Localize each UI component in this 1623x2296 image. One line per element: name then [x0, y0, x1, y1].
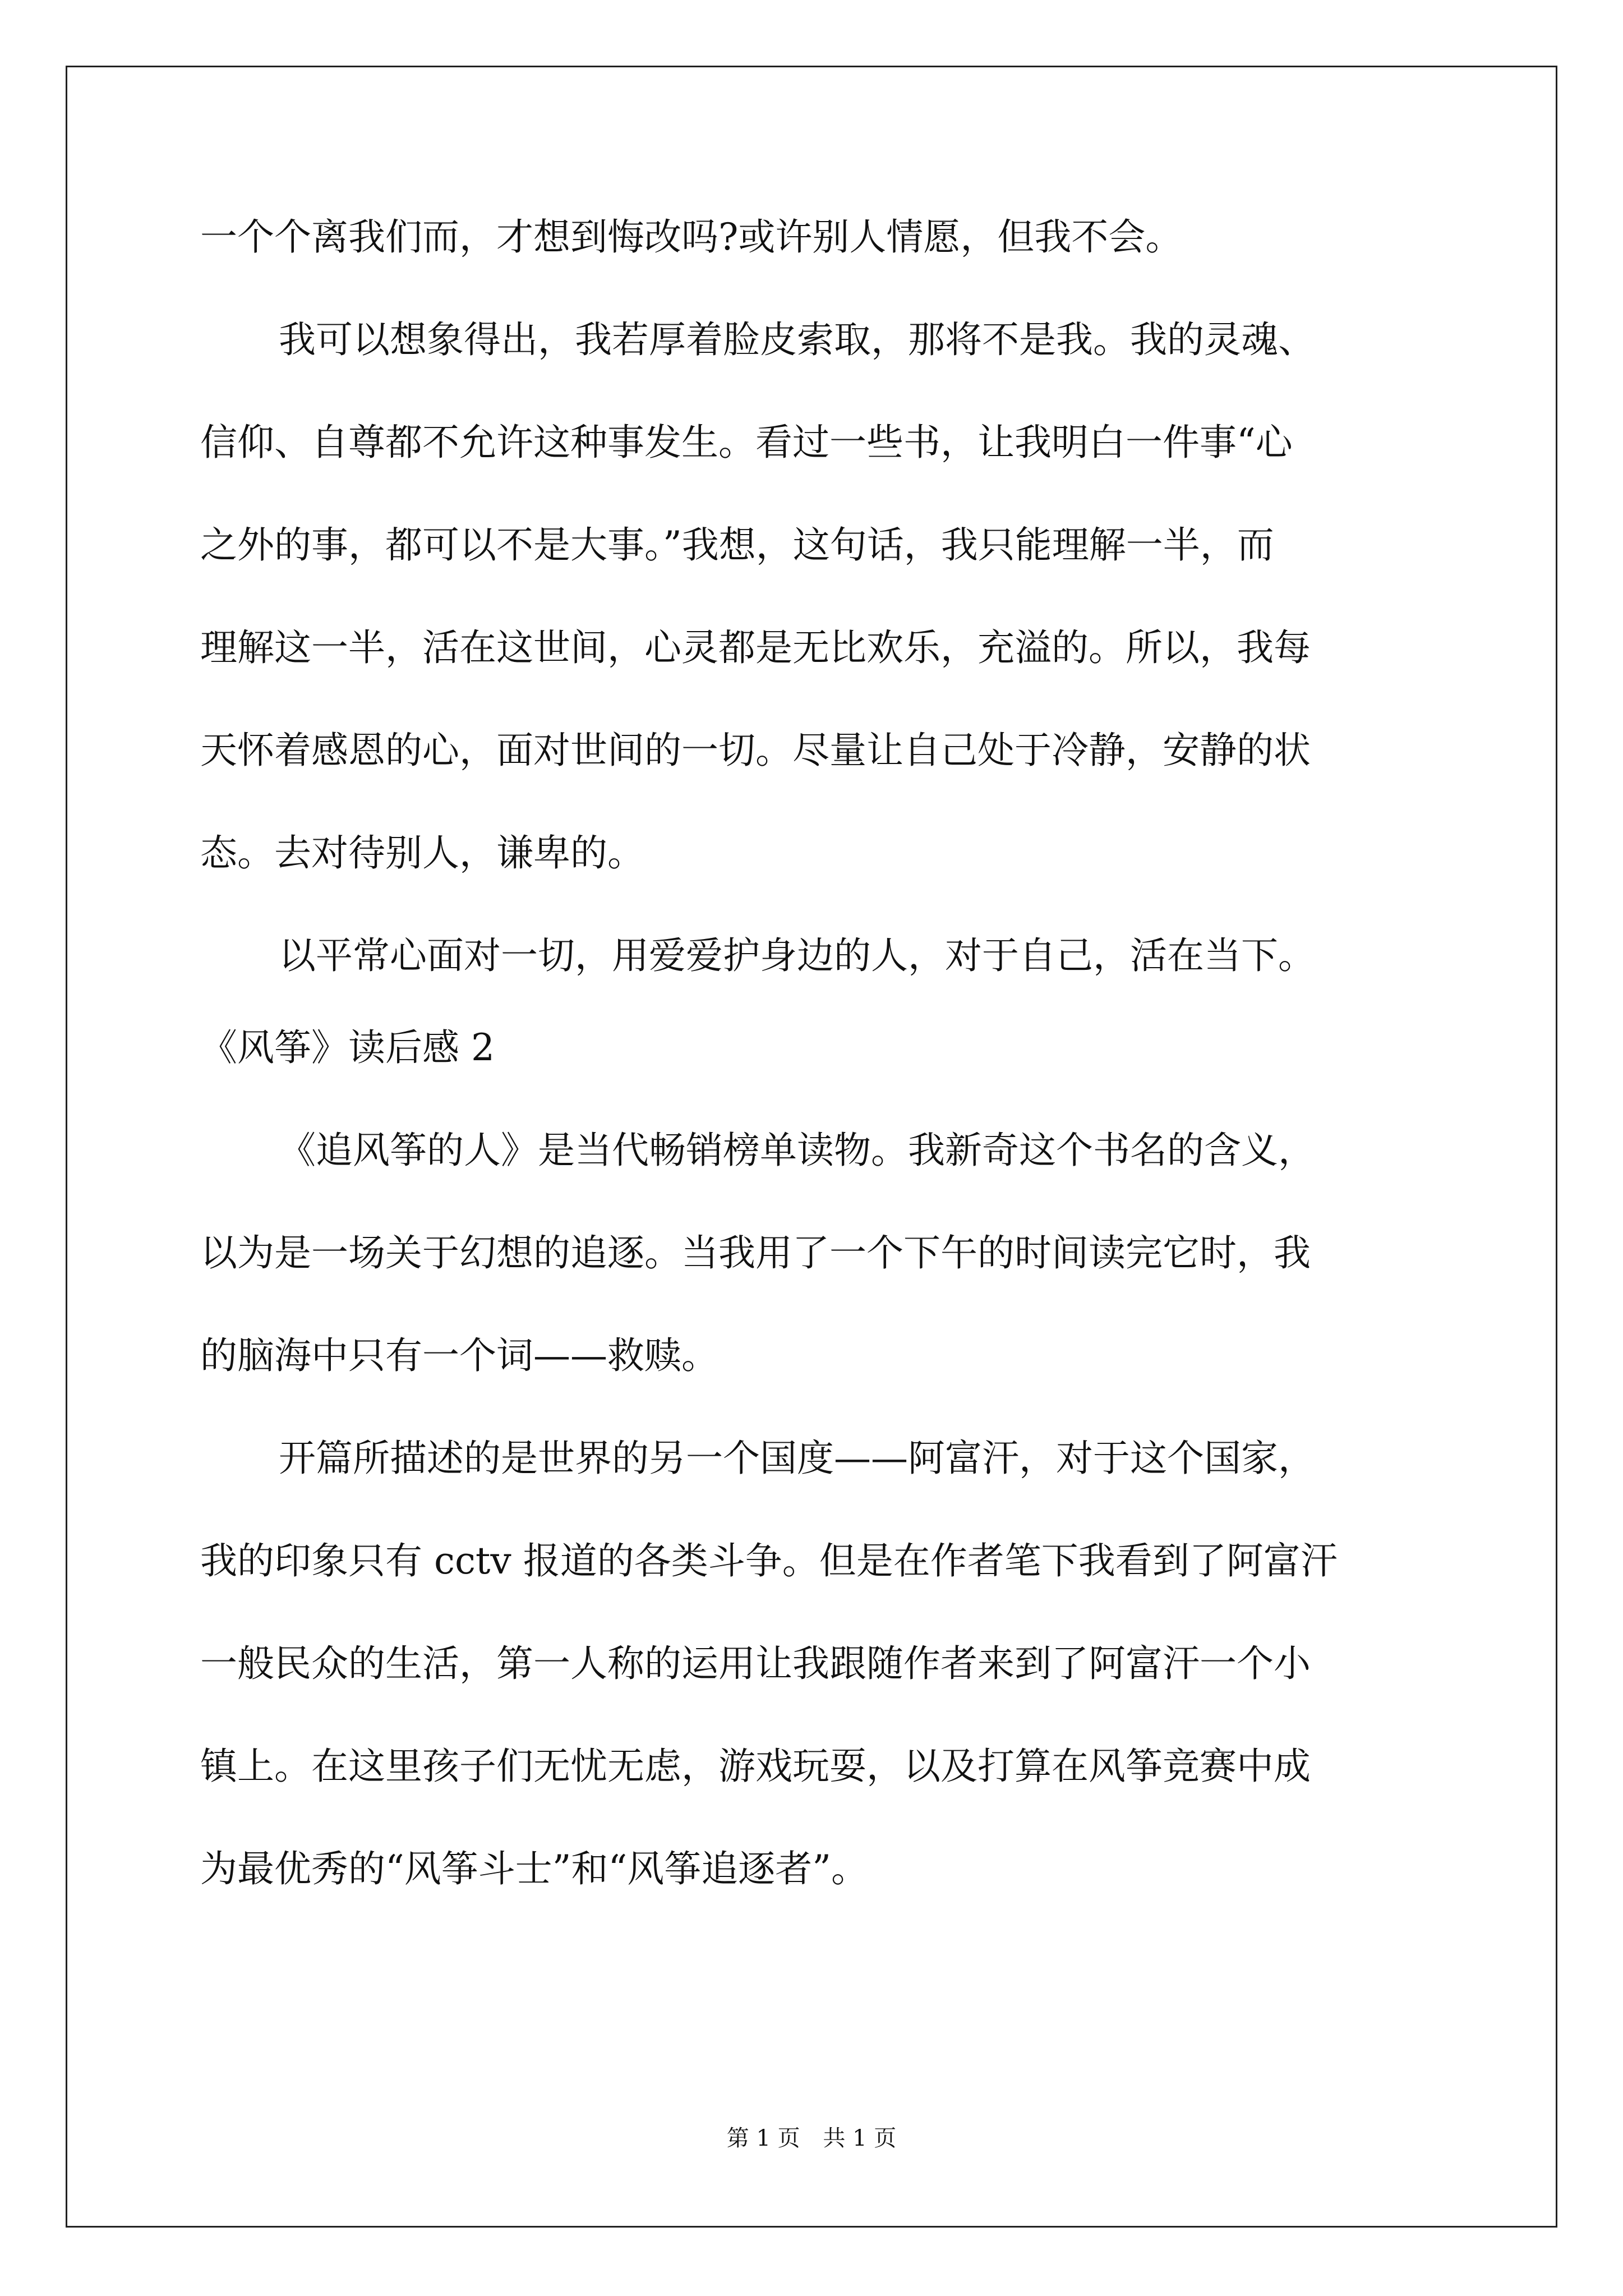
text-line: 理解这一半，活在这世间，心灵都是无比欢乐，充溢的。所以，我每 — [200, 626, 1311, 669]
text-line: 一个个离我们而，才想到悔改吗?或许别人情愿，但我不会。 — [200, 215, 1183, 259]
text-line: 为最优秀的“风筝斗士”和“风筝追逐者”。 — [200, 1847, 868, 1890]
paragraph-start-line: 我可以想象得出，我若厚着脸皮索取，那将不是我。我的灵魂、 — [279, 318, 1315, 361]
text-line: 态。去对待别人，谦卑的。 — [200, 831, 644, 875]
page-number: 第 1 页 — [726, 2125, 800, 2151]
text-line: 天怀着感恩的心，面对世间的一切。尽量让自己处于冷静，安静的状 — [200, 729, 1311, 772]
text-line: 以为是一场关于幻想的追逐。当我用了一个下午的时间读完它时，我 — [200, 1231, 1311, 1274]
text-line: 一般民众的生活，第一人称的运用让我跟随作者来到了阿富汗一个小 — [200, 1642, 1311, 1685]
text-line: 之外的事，都可以不是大事。”我想，这句话，我只能理解一半，而 — [200, 523, 1274, 567]
section-heading: 《风筝》读后感 2 — [200, 1026, 495, 1069]
page-footer — [0, 2124, 1623, 2152]
text-line: 镇上。在这里孩子们无忧无虑，游戏玩耍，以及打算在风筝竞赛中成 — [200, 1745, 1311, 1788]
text-line: 信仰、自尊都不允许这种事发生。看过一些书，让我明白一件事“心 — [200, 421, 1293, 464]
paragraph-start-line: 以平常心面对一切，用爱爱护身边的人，对于自己，活在当下。 — [279, 934, 1315, 977]
text-line: 的脑海中只有一个词——救赎。 — [200, 1334, 718, 1377]
text-line: 我的印象只有 cctv 报道的各类斗争。但是在作者笔下我看到了阿富汗 — [200, 1539, 1338, 1582]
paragraph-start-line: 《追风筝的人》是当代畅销榜单读物。我新奇这个书名的含义， — [279, 1129, 1315, 1172]
page-total: 共 1 页 — [823, 2125, 897, 2151]
paragraph-start-line: 开篇所描述的是世界的另一个国度——阿富汗，对于这个国家， — [279, 1437, 1315, 1480]
